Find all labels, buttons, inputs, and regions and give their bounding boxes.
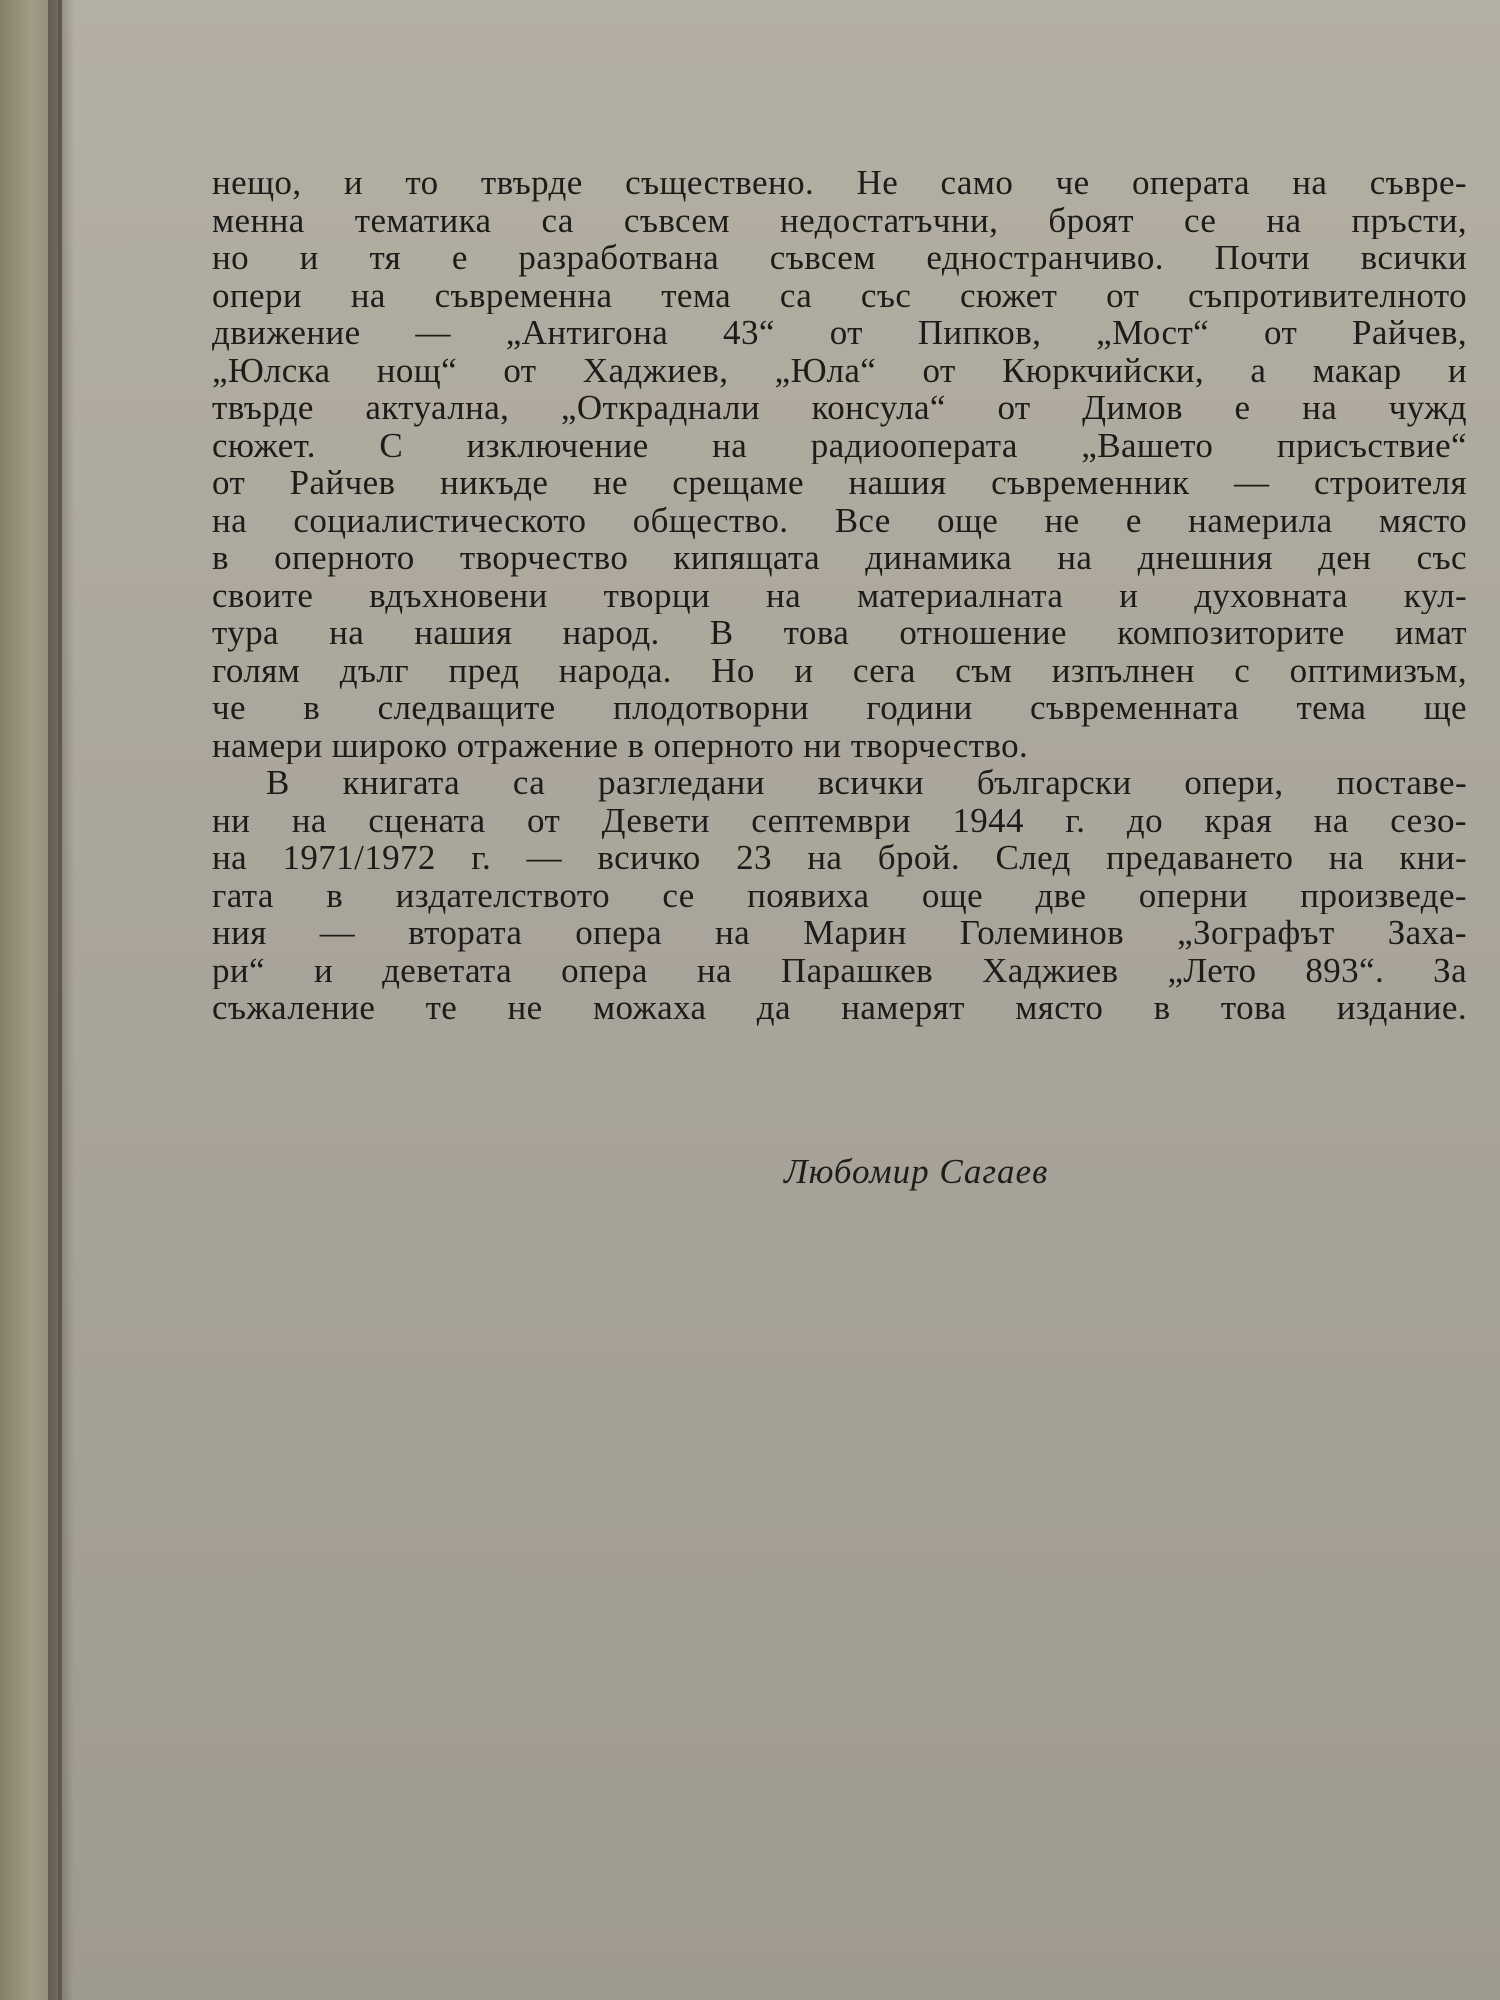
gutter-shadow [48, 0, 74, 2000]
text-line: В книгата са разгледани всички български опери, поставе- [266, 764, 1467, 802]
paragraph-2 [212, 764, 1467, 1027]
paragraph-1 [212, 164, 1467, 764]
text-line: тура на нашия народ. В това отношение композиторите имат [212, 614, 1467, 652]
text-line: твърде актуална, „Откраднали консула“ от Димов е на чужд [212, 389, 1467, 427]
text-line: ния — втората опера на Марин Големинов „Зографът Заха- [212, 914, 1467, 952]
text-line: съжаление те не можаха да намерят място в това издание. [212, 989, 1467, 1027]
text-line: в оперното творчество кипящата динамика на днешния ден със [212, 539, 1467, 577]
text-line: голям дълг пред народа. Но и сега съм изпълнен с оптимизъм, [212, 651, 1467, 689]
text-line: менна тематика са съвсем недостатъчни, броят се на пръсти, [212, 201, 1467, 239]
text-line: „Юлска нощ“ от Хаджиев, „Юла“ от Кюркчийски, а макар и [212, 351, 1467, 389]
text-line: движение — „Антигона 43“ от Пипков, „Мост“ от Райчев, [212, 314, 1467, 352]
text-line: опери на съвременна тема са със сюжет от съпротивителното [212, 276, 1467, 314]
text-line: от Райчев никъде не срещаме нашия съвременник — строителя [212, 464, 1467, 502]
author-signature: Любомир Сагаев [784, 1152, 1049, 1191]
text-line: намери широко отражение в оперното ни творчество. [212, 726, 1029, 764]
text-line: нещо, и то твърде съществено. Не само че операта на съвре- [212, 164, 1467, 202]
text-line: ри“ и деветата опера на Парашкев Хаджиев „Лето 893“. За [212, 951, 1467, 989]
text-line: гата в издателството се появиха още две оперни произведе- [212, 876, 1467, 914]
body-text [212, 164, 1467, 1027]
text-line: но и тя е разработвана съвсем едностранчиво. Почти всички [212, 239, 1467, 277]
text-line: сюжет. С изключение на радиооперата „Вашето присъствие“ [212, 426, 1467, 464]
text-line: че в следващите плодотворни години съвременната тема ще [212, 689, 1467, 727]
text-line: ни на сцената от Девети септември 1944 г. до края на сезо- [212, 801, 1467, 839]
text-line: на социалистическото общество. Все още не е намерила място [212, 501, 1467, 539]
text-line: на 1971/1972 г. — всичко 23 на брой. След предаването на кни- [212, 839, 1467, 877]
text-line: своите вдъхновени творци на материалната и духовната кул- [212, 576, 1467, 614]
book-page [62, 0, 1500, 2000]
